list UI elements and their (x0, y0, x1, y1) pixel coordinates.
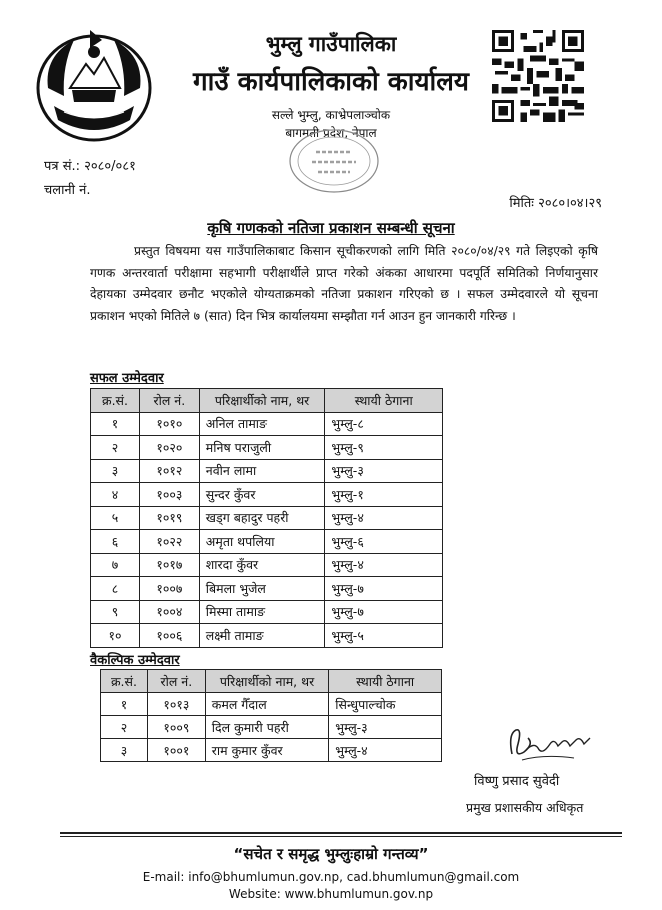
table-cell: २ (101, 716, 148, 739)
table-cell: ३ (91, 459, 140, 483)
table-cell: मिस्मा तामाङ (199, 600, 325, 624)
table-cell: ७ (91, 553, 140, 577)
signer-title: प्रमुख प्रशासकीय अधिकृत (466, 800, 584, 815)
footer-divider-thin (60, 836, 622, 837)
table-cell: १०१० (139, 412, 199, 436)
table-row (101, 716, 442, 739)
table-cell: दिल कुमारी पहरी (205, 716, 329, 739)
footer-website: Website: www.bhumlumun.gov.np (228, 887, 434, 901)
column-header: परिक्षार्थीको नाम, थर (199, 389, 325, 413)
signer-name: विष्णु प्रसाद सुवेदी (474, 774, 560, 789)
column-header: स्थायी ठेगाना (329, 670, 442, 693)
table-row (91, 483, 443, 507)
successful-candidates-heading: सफल उम्मेदवार (90, 371, 164, 386)
letter-number (44, 156, 136, 174)
table-cell: भुम्लु-८ (325, 412, 443, 436)
table-row (91, 459, 443, 483)
signature-icon (504, 724, 594, 766)
address-line-2: बागमती प्रदेश, नेपाल (285, 126, 377, 140)
table-cell: १० (91, 624, 140, 648)
table-row (101, 693, 442, 716)
table-cell: १००१ (147, 739, 205, 762)
table-cell: भुम्लु-५ (325, 624, 443, 648)
table-row (91, 506, 443, 530)
table-cell: भुम्लु-३ (325, 459, 443, 483)
table-row (91, 600, 443, 624)
table-cell: कमल गैँदाल (205, 693, 329, 716)
footer-email: E-mail: info@bhumlumun.gov.np, cad.bhumlumun@gmail.com (142, 870, 520, 884)
table-cell: १००७ (139, 577, 199, 601)
table-cell: अमृता थपलिया (199, 530, 325, 554)
column-header: रोल नं. (139, 389, 199, 413)
table-cell: भुम्लु-३ (329, 716, 442, 739)
table-cell: १०१७ (139, 553, 199, 577)
date-value: २०८०।०४।२९ (538, 196, 602, 211)
table-cell: भुम्लु-१ (325, 483, 443, 507)
table-cell: नवीन लामा (199, 459, 325, 483)
table-cell: सिन्धुपाल्चोक (329, 693, 442, 716)
letter-number-label: पत्र सं.: (44, 159, 80, 174)
alternate-candidates-table (100, 669, 442, 762)
table-cell: १ (91, 412, 140, 436)
table-cell: १ (101, 693, 148, 716)
table-cell: भुम्लु-७ (325, 600, 443, 624)
table-row (91, 530, 443, 554)
table-cell: अनिल तामाङ (199, 412, 325, 436)
table-cell: १००३ (139, 483, 199, 507)
table-cell: १०१२ (139, 459, 199, 483)
table-cell: बिमला भुजेल (199, 577, 325, 601)
table-cell: २ (91, 436, 140, 460)
table-cell: भुम्लु-९ (325, 436, 443, 460)
table-cell: १००९ (147, 716, 205, 739)
table-cell: ३ (101, 739, 148, 762)
column-header: स्थायी ठेगाना (325, 389, 443, 413)
table-cell: भुम्लु-४ (325, 553, 443, 577)
table-cell: राम कुमार कुँवर (205, 739, 329, 762)
column-header: परिक्षार्थीको नाम, थर (205, 670, 329, 693)
table-row (91, 624, 443, 648)
table-cell: भुम्लु-४ (325, 506, 443, 530)
qr-code-icon (492, 30, 584, 122)
table-cell: मनिष पराजुली (199, 436, 325, 460)
alternate-candidates-heading: वैकल्पिक उम्मेदवार (90, 653, 180, 668)
table-cell: लक्ष्मी तामाङ (199, 624, 325, 648)
table-cell: भुम्लु-७ (325, 577, 443, 601)
table-cell: ६ (91, 530, 140, 554)
footer-motto: “सचेत र समृद्ध भुम्लुःहाम्रो गन्तव्य” (233, 845, 429, 863)
table-cell: ४ (91, 483, 140, 507)
notice-body: प्रस्तुत विषयमा यस गाउँपालिकाबाट किसान सूचीकरणको लागि मिति २०८०/०४/२९ गते लिइएको कृषि गणक अन्तरवार्ता परीक्षामा सहभागी परीक्षार्थीले प्राप्त गरेको अंकका आधारमा पदपूर्ति समितिको निर्णयानुसार देहायका उम्मेदवार छनौट भएकोले योग्यताक्रमको नतिजा प्रकाशन गरिएको छ । सफल उम्मेदवारले यो सूचना प्रकाशन भएको मितिले ७ (सात) दिन भित्र कार्यालयमा सम्झौता गर्न आउन हुन जानकारी गरिन्छ । (90, 244, 598, 323)
table-row (91, 553, 443, 577)
table-cell: १०२२ (139, 530, 199, 554)
office-name: गाउँ कार्यपालिकाको कार्यालय (193, 67, 469, 97)
table-cell: खड्ग बहादुर पहरी (199, 506, 325, 530)
column-header: क्र.सं. (101, 670, 148, 693)
issue-date (509, 193, 602, 211)
table-row (91, 577, 443, 601)
table-cell: १००६ (139, 624, 199, 648)
table-cell: भुम्लु-६ (325, 530, 443, 554)
table-cell: ९ (91, 600, 140, 624)
office-stamp-icon (288, 128, 380, 194)
dispatch-number-label: चलानी नं. (44, 183, 91, 198)
date-label: मितिः (509, 196, 534, 211)
table-row (91, 412, 443, 436)
column-header: क्र.सं. (91, 389, 140, 413)
column-header: रोल नं. (147, 670, 205, 693)
letter-number-value: २०८०/०८१ (84, 159, 136, 174)
successful-candidates-table (90, 388, 443, 648)
address-line-1: सल्ले भुम्लु, काभ्रेपलाञ्चोक (271, 108, 391, 122)
table-row (91, 436, 443, 460)
table-row (101, 739, 442, 762)
table-cell: १००४ (139, 600, 199, 624)
notice-subject-text: कृषि गणकको नतिजा प्रकाशन सम्बन्धी सूचना (207, 219, 455, 237)
municipality-name: भुम्लु गाउँपालिका (265, 32, 397, 56)
table-cell: १०१३ (147, 693, 205, 716)
notice-subject (0, 218, 662, 238)
table-header-row (101, 670, 442, 693)
table-cell: ८ (91, 577, 140, 601)
table-cell: १०२० (139, 436, 199, 460)
footer-divider (60, 832, 622, 834)
table-cell: शारदा कुँवर (199, 553, 325, 577)
table-cell: भुम्लु-४ (329, 739, 442, 762)
table-header-row (91, 389, 443, 413)
table-cell: ५ (91, 506, 140, 530)
table-cell: १०१९ (139, 506, 199, 530)
table-cell: सुन्दर कुँवर (199, 483, 325, 507)
